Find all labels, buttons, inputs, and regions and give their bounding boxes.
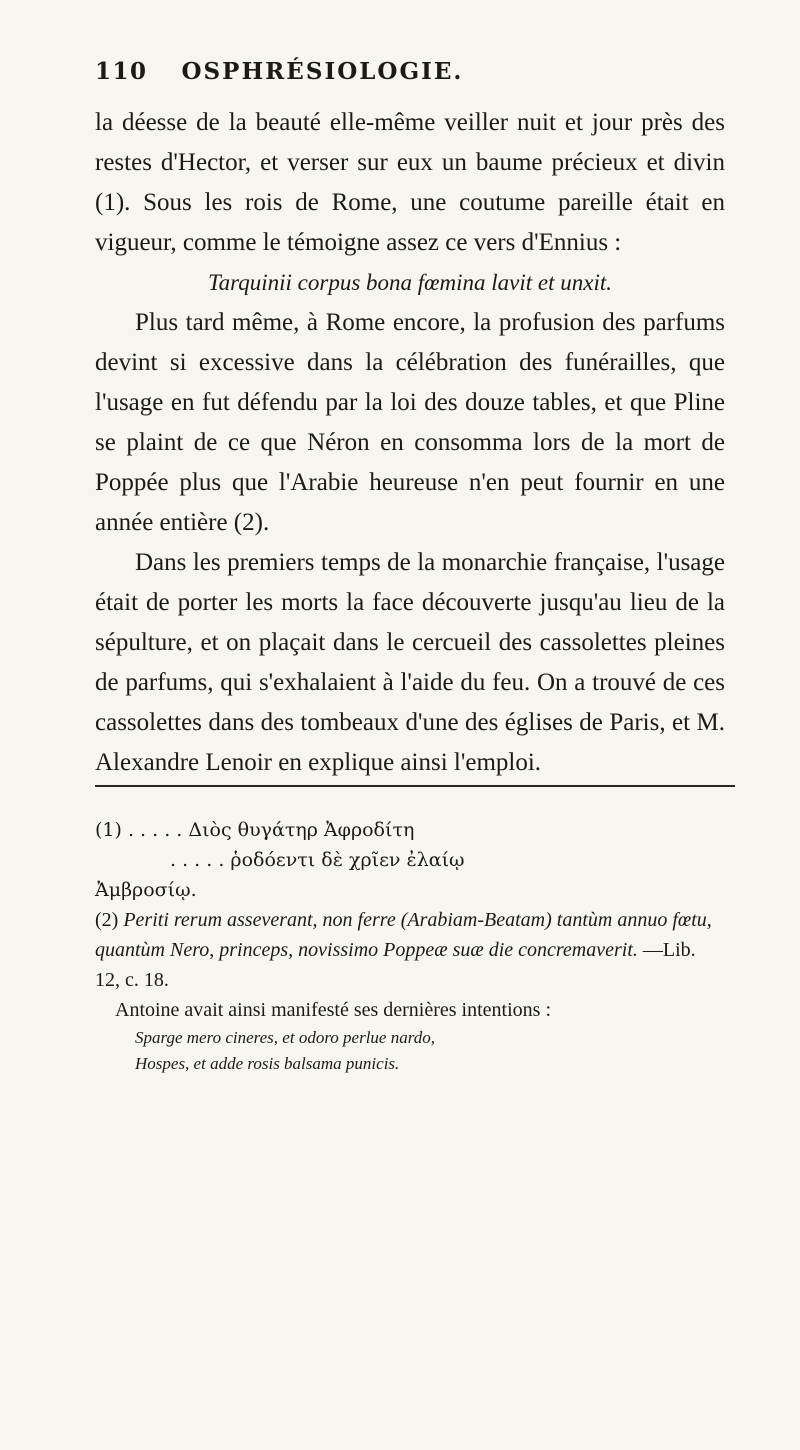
paragraph-2: Plus tard même, à Rome encore, la profusion des parfums devint si excessive dans la célébration des funérailles, que l'usage en fut défendu par la loi des douze tables, et que Pline se plaint de ce que Néron en consomma lors de la mort de Poppée plus que l'Arabie heureuse n'en peut fournir en une année entière (2). [95, 309, 725, 536]
page-number: 110 [95, 58, 148, 85]
footnotes [95, 815, 725, 1077]
footnote-1-line-2: . . . . . ῥοδόεντι δὲ χρῖεν ἐλαίῳ [170, 849, 465, 871]
footnote-1-line-1: (1) . . . . . Διὸς θυγάτηρ Ἀφροδίτη [95, 819, 415, 841]
ennius-quote: Tarquinii corpus bona fœmina lavit et unxit. [207, 270, 612, 295]
footnote-2-ref: —Lib. 12, c. 18. [95, 939, 696, 991]
verse-line-1: Sparge mero cineres, et odoro perlue nardo, [135, 1028, 435, 1047]
footnote-rule [95, 785, 735, 787]
paragraph-3: Dans les premiers temps de la monarchie française, l'usage était de porter les morts la face découverte jusqu'au lieu de la sépulture, et on plaçait dans le cercueil des cassolettes pleines de parfums, qui s'exhalaient à l'aide du feu. On a trouvé de ces cassolettes dans des tombeaux d'une des églises de Paris, et M. Alexandre Lenoir en explique ainsi l'emploi. [95, 549, 725, 776]
running-title: OSPHRÉSIOLOGIE. [181, 58, 464, 85]
footnote-2-text: Periti rerum asseverant, non ferre (Arabiam-Beatam) tantùm annuo fœtu, quantùm Nero, princeps, novissimo Poppeæ suæ die concremaverit. [95, 909, 712, 961]
footnote-2-label: (2) [95, 909, 119, 931]
footnote-3: Antoine avait ainsi manifesté ses dernières intentions : [115, 999, 551, 1021]
footnote-2 [95, 905, 725, 995]
page-header [95, 58, 725, 85]
verse-line-2: Hospes, et adde rosis balsama punicis. [135, 1054, 400, 1073]
paragraph-1: la déesse de la beauté elle-même veiller nuit et jour près des restes d'Hector, et verser sur eux un baume précieux et divin (1). Sous les rois de Rome, une coutume pareille était en vigueur, comme le témoigne assez ce vers d'Ennius : [95, 109, 725, 256]
footnote-1-line-3: Ἀμβροσίῳ. [95, 879, 197, 901]
main-text [95, 103, 725, 783]
